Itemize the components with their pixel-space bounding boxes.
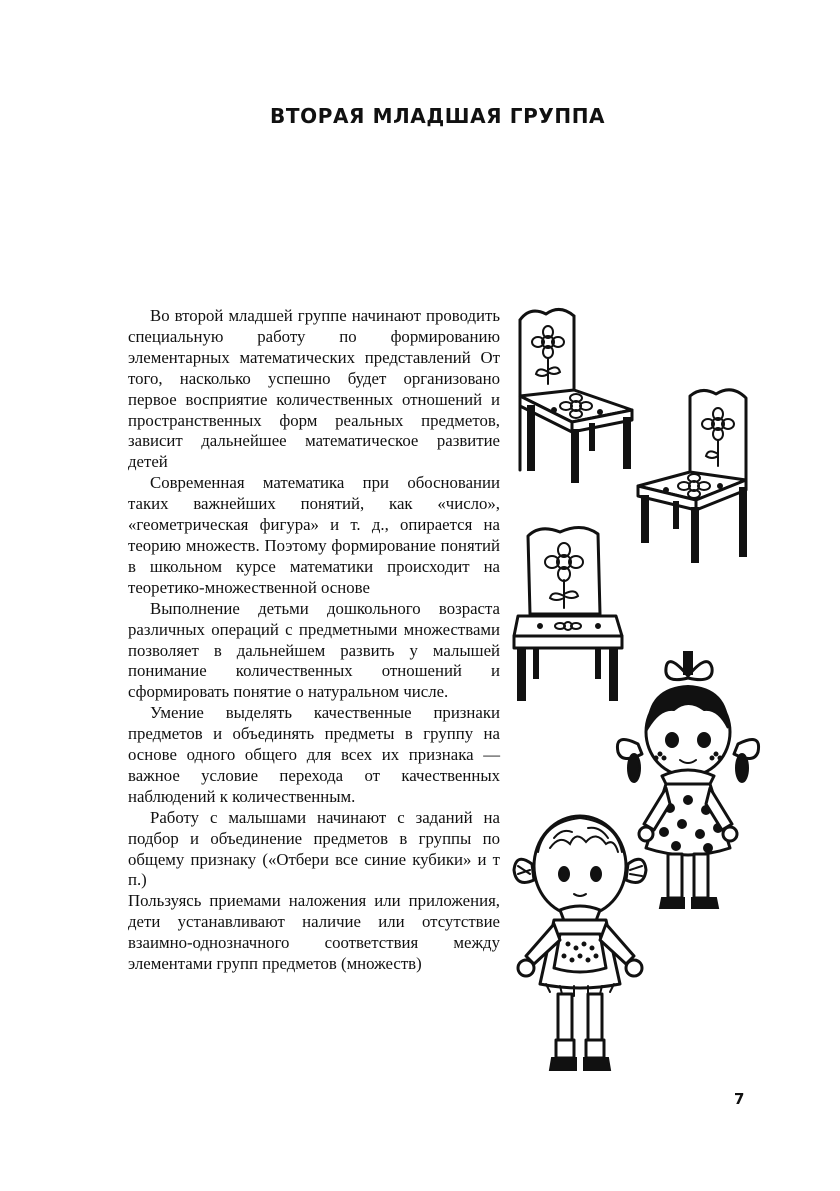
paragraph: Во второй младшей группе начинают проводить специальную работу по формированию элементарных математических представлений От того, насколько успешно будет организовано первое восприятие количественных отношений и пространственных форм реальных предметов, зависит дальнейшее математическое развитие детей (128, 306, 500, 472)
chair-illustration-1 (510, 300, 640, 490)
page-number: 7 (734, 1090, 745, 1108)
paragraph: Современная математика при обосновании таких важнейших понятий, как «число», «геометрическая фигура» и т. д., опирается на теорию множеств. Поэтому формирование понятий в школьном курсе математики происходит на теоретико-множественной основе (128, 473, 500, 597)
doll-with-pigtails-illustration (510, 808, 650, 1080)
chair-illustration-2 (630, 380, 760, 570)
paragraph: Умение выделять качественные признаки предметов и объединять предметы в группу на основе одного общего для всех их признака — важное условие перехода от качественных наблюдений к количественным. (128, 703, 500, 806)
paragraph: Работу с малышами начинают с заданий на подбор и объединение предметов в группы по общему признаку («Отбери все синие кубики» и т п.) (128, 807, 500, 890)
main-text (128, 306, 500, 975)
paragraph: Пользуясь приемами наложения или приложения, дети устанавливают наличие или отсутствие взаимно-однозначного соответствия между элементами групп предметов (множеств) (128, 891, 500, 974)
paragraph: Выполнение детьми дошкольного возраста различных операций с предметными множествами позволяет в дальнейшем развить у малышей понимание количественных отношений и сформировать понятие о натуральном числе. (128, 598, 500, 702)
page-title: ВТОРАЯ МЛАДШАЯ ГРУППА (270, 104, 606, 128)
